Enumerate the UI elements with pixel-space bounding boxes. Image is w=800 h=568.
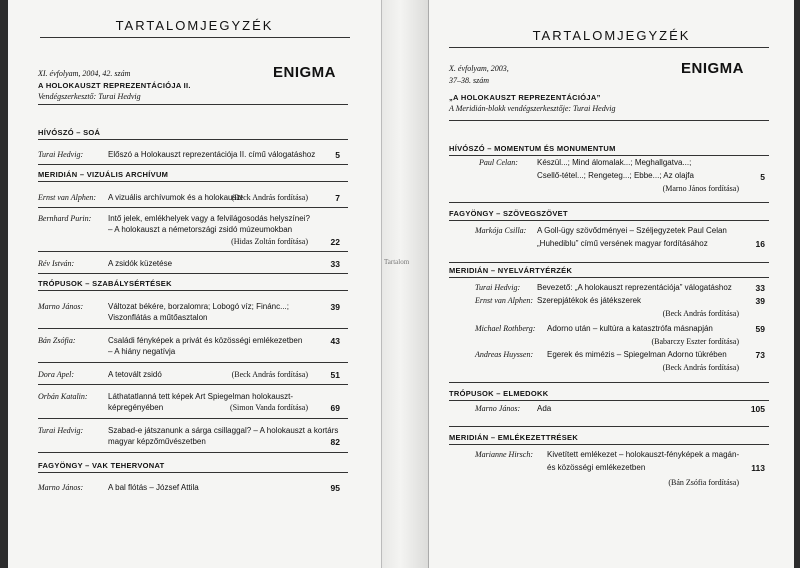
book-spine: [382, 0, 428, 568]
entry-author: Bán Zsófia:: [38, 336, 76, 345]
entry-author: Michael Rothberg:: [475, 324, 536, 333]
divider: [38, 418, 348, 419]
guest-editor: A Meridián-blokk vendégszerkesztője: Turai Hedvig: [449, 104, 616, 113]
divider: [38, 164, 348, 165]
divider: [449, 400, 769, 401]
entry-page: 113: [751, 463, 765, 473]
issue-theme: A HOLOKAUSZT REPREZENTÁCIÓJA II.: [38, 81, 191, 90]
entry-translator: (Beck András fordítása): [662, 363, 739, 372]
entry-author: Orbán Katalin:: [38, 392, 88, 401]
journal-logo: ENIGMA: [273, 64, 336, 81]
issue-info: XI. évfolyam, 2004, 42. szám: [38, 69, 131, 78]
entry-translator: (Beck András fordítása): [231, 193, 308, 202]
section-heading: FAGYÖNGY – SZÖVEGSZÖVET: [449, 209, 568, 218]
section-heading: MERIDIÁN – EMLÉKEZETTRÉSEK: [449, 433, 579, 442]
entry-title: Egerek és mimézis – Spiegelman Adorno tükrében: [547, 350, 727, 359]
entry-author: Marno János:: [38, 302, 84, 311]
entry-page: 5: [335, 150, 340, 160]
entry-page: 7: [335, 193, 340, 203]
left-page: [8, 0, 382, 568]
spine-text: Tartalom: [384, 258, 410, 266]
divider: [449, 120, 769, 121]
entry-translator: (Bán Zsófia fordítása): [668, 478, 739, 487]
entry-author: Bernhard Purin:: [38, 214, 92, 223]
divider: [38, 181, 348, 182]
entry-translator: (Hidas Zoltán fordítása): [231, 237, 308, 246]
entry-page: 22: [330, 237, 340, 247]
entry-page: 43: [330, 336, 340, 346]
divider: [449, 202, 769, 203]
divider: [38, 207, 348, 208]
entry-author: Paul Celan:: [479, 158, 518, 167]
divider: [40, 37, 350, 38]
entry-title: A bal flótás – József Attila: [108, 483, 199, 492]
entry-title-line2: képregényében: [108, 403, 164, 412]
entry-title: A zsidók küzetése: [108, 259, 173, 268]
entry-translator: (Beck András fordítása): [231, 370, 308, 379]
divider: [449, 155, 769, 156]
entry-author: Dora Apel:: [38, 370, 75, 379]
entry-author: Turai Hedvig:: [38, 150, 84, 159]
entry-title: Szerepjátékok és játékszerek: [537, 296, 642, 305]
entry-page: 16: [755, 239, 765, 249]
divider: [38, 104, 348, 105]
entry-title: Láthatatlanná tett képek Art Spiegelman holokauszt-: [108, 392, 294, 401]
entry-title: Bevezető: „A holokauszt reprezentációja” válogatáshoz: [537, 283, 732, 292]
section-heading: HÍVÓSZÓ – SOÁ: [38, 128, 101, 137]
entry-author: Rév István:: [38, 259, 75, 268]
entry-title-line2: „Huhediblu” című versének magyar fordításához: [537, 239, 708, 248]
issue-theme: „A HOLOKAUSZT REPREZENTÁCIÓJA”: [449, 93, 601, 102]
entry-translator: (Simon Vanda fordítása): [229, 403, 308, 412]
divider: [38, 290, 348, 291]
entry-translator: (Babarczy Eszter fordítása): [651, 337, 739, 346]
entry-page: 69: [330, 403, 340, 413]
entry-author: Marianne Hirsch:: [475, 450, 533, 459]
entry-page: 73: [755, 350, 765, 360]
entry-page: 82: [330, 437, 340, 447]
entry-title: Változat békére, borzalomra; Lobogó víz; Finánc...;: [108, 302, 289, 311]
entry-title: A vizuális archívumok és a holokauszt: [108, 193, 243, 202]
divider: [38, 328, 348, 329]
entry-title: Szabad-e játszanunk a sárga csillaggal? – A holokauszt a kortárs: [108, 426, 339, 435]
entry-page: 105: [750, 404, 765, 414]
entry-page: 39: [330, 302, 340, 312]
entry-page: 5: [760, 172, 765, 182]
entry-author: Marno János:: [475, 404, 521, 413]
entry-title-line2: Csellő-tétel...; Rengeteg...; Ebbe...; Az olajfa: [537, 171, 694, 180]
divider: [449, 47, 769, 48]
entry-author: Ernst van Alphen:: [38, 193, 97, 202]
guest-editor: Vendégszerkesztő: Turai Hedvig: [38, 92, 141, 101]
divider: [449, 426, 769, 427]
entry-page: 33: [330, 259, 340, 269]
entry-title: Családi fényképek a privát és közösségi emlékezetben: [108, 336, 303, 345]
entry-author: Markója Csilla:: [475, 226, 527, 235]
divider: [449, 382, 769, 383]
entry-translator: (Marno János fordítása): [662, 184, 739, 193]
entry-title: Adorno után – kultúra a katasztrófa másnapján: [547, 324, 713, 333]
divider: [449, 220, 769, 221]
entry-title: A tetovált zsidó: [108, 370, 162, 379]
section-heading: MERIDIÁN – VIZUÁLIS ARCHÍVUM: [38, 170, 169, 179]
entry-title: A Goll-ügy szövődményei – Széljegyzetek Paul Celan: [537, 226, 727, 235]
divider: [38, 472, 348, 473]
entry-title: Intő jelek, emlékhelyek vagy a felvilágosodás helyszínei?: [108, 214, 310, 223]
section-heading: TRÓPUSOK – SZABÁLYSÉRTÉSEK: [38, 279, 172, 288]
toc-title: TARTALOMJEGYZÉK: [532, 28, 691, 43]
divider: [38, 452, 348, 453]
entry-page: 39: [755, 296, 765, 306]
section-heading: TRÓPUSOK – ELMEDOKK: [449, 389, 549, 398]
divider: [38, 362, 348, 363]
entry-title: Kivetített emlékezet – holokauszt-fényképek a magán-: [547, 450, 740, 459]
entry-author: Turai Hedvig:: [38, 426, 84, 435]
entry-author: Turai Hedvig:: [475, 283, 521, 292]
entry-page: 95: [330, 483, 340, 493]
divider: [449, 277, 769, 278]
entry-page: 51: [330, 370, 340, 380]
entry-page: 33: [755, 283, 765, 293]
journal-logo: ENIGMA: [681, 60, 744, 77]
entry-author: Ernst van Alphen:: [475, 296, 534, 305]
divider: [38, 139, 348, 140]
issue-info: X. évfolyam, 2003,: [449, 64, 509, 73]
toc-title: TARTALOMJEGYZÉK: [115, 18, 274, 33]
section-heading: MERIDIÁN – NYELVÁRTYÉRZÉK: [449, 266, 573, 275]
right-page: [428, 0, 794, 568]
entry-title-line2: – A hiány negatívja: [108, 347, 176, 356]
entry-translator: (Beck András fordítása): [662, 309, 739, 318]
entry-author: Andreas Huyssen:: [475, 350, 534, 359]
entry-title-line2: magyar képzőművészetben: [108, 437, 206, 446]
entry-page: 59: [755, 324, 765, 334]
entry-title: Készül...; Mind álomalak...; Meghallgatva...;: [537, 158, 692, 167]
entry-title-line2: és közösségi emlékezetben: [547, 463, 646, 472]
entry-title: Ada: [537, 404, 552, 413]
divider: [449, 444, 769, 445]
entry-title-line2: Viszonflátás a műtőasztalon: [108, 313, 208, 322]
entry-title: Előszó a Holokauszt reprezentációja II. című válogatáshoz: [108, 150, 316, 159]
divider: [38, 251, 348, 252]
divider: [38, 384, 348, 385]
section-heading: HÍVÓSZÓ – MOMENTUM ÉS MONUMENTUM: [449, 144, 616, 153]
divider: [449, 262, 769, 263]
divider: [38, 273, 348, 274]
entry-author: Marno János:: [38, 483, 84, 492]
section-heading: FAGYÖNGY – VAK TEHERVONAT: [38, 461, 165, 470]
entry-title-line2: – A holokauszt a németországi zsidó múzeumokban: [108, 225, 293, 234]
issue-number: 37–38. szám: [449, 76, 490, 85]
